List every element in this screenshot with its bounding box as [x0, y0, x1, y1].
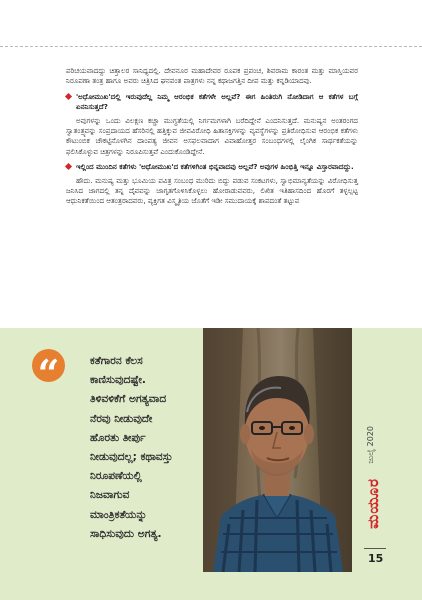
question-2 [66, 162, 358, 172]
pull-quote-line: ತಿಳಿವಳಿಕೆಗೆ ಅಗತ್ಯವಾದ [90, 393, 167, 406]
red-diamond-bullet-icon [65, 93, 72, 100]
author-portrait-photo [203, 328, 352, 572]
pull-quote-line: ಹೊರತು ತೀರ್ಪು [90, 431, 146, 444]
pull-quote [90, 352, 210, 544]
pull-quote-line: ಮಾಂತ್ರಿಕತೆಯನ್ನು [90, 508, 148, 521]
question-2-text: ಇಲ್ಲಿಂದ ಮುಂದಿನ ಕತೆಗಳು 'ಅಧೋಮುಖ'ದ ಕತೆಗಳಿಗಿಂತ ಭಿನ್ನವಾದವು ಅಲ್ಲವೆ? ಅವುಗಳ ಹಿಂಭಿತ್ತಿ ಇನ್ನೂ ವಿಸ್ತಾರವಾದದ್ದು. [76, 162, 354, 172]
answer-1: ಅವುಗಳನ್ನು ಒಂದು ವಿಲಕ್ಷಣ ಕಚ್ಚಾ ಮುಗ್ಧತೆಯಲ್ಲಿ ನಿರ್ಗಮಗಳಾಗಿ ಬರೆದಿದ್ದೇನೆ ಎಂದನಿಸುತ್ತದೆ. ಮನುಷ್ಯನ ಅಂತರಂಗದ ಸ್ವಾತಂತ್ರ್ಯವನ್ನು ಸಂಪ್ರದಾಯದ ಹೆಸರಿನಲ್ಲಿ ಹತ್ತಿಕ್ಕುವ ಜೀವವಿರೋಧಿ ಹಿತಾಸಕ್ತಿಗಳನ್ನು ವ್ಯವಸ್ಥೆಗಳನ್ನು ಪ್ರತಿರೋಧಿಸುವ ಆರಂಭಿಕ ಕತೆಗಳು ಕೌಟುಂಬಿಕ ಚೌಕಟ್ಟಿನೊಳಗಿನ ದಾಂಪತ್ಯ ಜೀವನ ಅಸಫಲವಾದಾಗ ವಿವಾಹೋತ್ತರ ಸಂಬಂಧಗಳಲ್ಲಿ ಲೈಂಗಿಕ ಸಾರ್ಥಕತೆಯನ್ನು ಫಲಿಸಿಕೊಳ್ಳುವ ಚಿತ್ರಗಳನ್ನು ನಿರೂಪಿಸುತ್ತವೆ ಎಂದುಕೊಂಡಿದ್ದೇನೆ. [66, 115, 358, 156]
red-diamond-bullet-icon [65, 163, 72, 170]
issue-date: ಜುಲೈ 2020 [366, 426, 375, 464]
answer-2: ಹೌದು. ಮನುಷ್ಯ ಮತ್ತು ಭೂಮಿಯ ಪವಿತ್ರ ಸಂಬಂಧ ಮುರಿದು ಬಿದ್ದು ಪಡುವ ಸಂಕಟಗಳು, ಸ್ವಾಭಿಮಾನ್ಯತೆಯನ್ನು ವಿರೋಧಿಸುತ್ತ ಜನಿಸಿದ ಜಾಗದಲ್ಲಿ ತನ್ನ ದೈವವನ್ನು ಜಾಗೃತಗೊಳಿಸಿಕೊಳ್ಳಲು ಹೋರಾಡುವವರು, ಲಿಖಿತ ಇತಿಹಾಸದಿಂದ ಹೊರಗೆ ತಳ್ಳಲ್ಪಟ್ಟ ಆಧುನಿಕತೆಯಿಂದ ಆತಂತ್ರರಾದವರು, ವ್ಯಕ್ತಿಗತ ವಿಸ್ಮೃತಿಯ ಜೊತೆಗೆ ಇಡೀ ಸಮುದಾಯಕ್ಕೆ ಶಾಪದಂತೆ ತಟ್ಟುವ [66, 175, 358, 206]
page-sidebar [352, 328, 422, 600]
article-body [66, 66, 358, 210]
magazine-name: ಮಯೂರ [364, 478, 382, 529]
pull-quote-line: ನೀಡುವುದಲ್ಲ; ಕಥಾವಸ್ತು [90, 451, 173, 464]
pull-quote-line: ಕತೆಗಾರನ ಕೆಲಸ [90, 355, 143, 367]
pull-quote-line: ನಿರೂಪಣೆಯಲ್ಲಿ [90, 470, 142, 483]
quote-mark-icon: “ [32, 349, 65, 382]
pull-quote-line: ಸಾಧಿಸುವುದು ಅಗತ್ಯ. [90, 527, 162, 540]
intro-paragraph: ಪರಿಚಯವಾದದ್ದು ಚಿತ್ತಾಲರ ಸಾನಿಧ್ಯದಲ್ಲಿ. ದೇವನೂರ ಮಹಾದೇವರ ರೂಪಕ ಪ್ರಪಂಚ, ಶಿವರಾಮ ಕಾರಂತ ಮತ್ತು ಮಾಸ್ತಿಯವರ ನಿರೂಪಣಾ ತಂತ್ರ ಹಾಗೂ ಅವರು ಚಿತ್ರಿಸಿದ ಘನವಂತ ಪಾತ್ರಗಳು ನನ್ನ ಕಥಾಜಗತ್ತಿನ ದೀಪ ಮತ್ತು ಕನ್ನಡಿಯಾದವು. [66, 66, 358, 86]
pull-quote-line: ನೆರವು ನೀಡುವುದೇ [90, 412, 153, 425]
qa-block-2 [66, 162, 358, 207]
pull-quote-line: ನಿಜವಾಗುವ [90, 489, 130, 502]
pull-quote-line: ಕಾಣಿಸುವುದಷ್ಟೇ. [90, 374, 146, 387]
top-dashed-rule [0, 46, 422, 47]
page-number: 15 [368, 552, 384, 565]
page-number-rule [364, 548, 386, 549]
question-1 [66, 92, 358, 113]
qa-block-1 [66, 92, 358, 157]
portrait-illustration [203, 328, 352, 572]
question-1-text: 'ಅಧೋಮುಖ'ದಲ್ಲಿ ಇರುವುದೆಲ್ಲ ನಿಮ್ಮ ಆರಂಭಿಕ ಕತೆಗಳೇ ಅಲ್ಲವೆ? ಈಗ ಹಿಂತಿರುಗಿ ನೋಡಿದಾಗ ಆ ಕತೆಗಳ ಬಗ್ಗೆ ಏನನಿಸುತ್ತದೆ? [76, 91, 358, 112]
